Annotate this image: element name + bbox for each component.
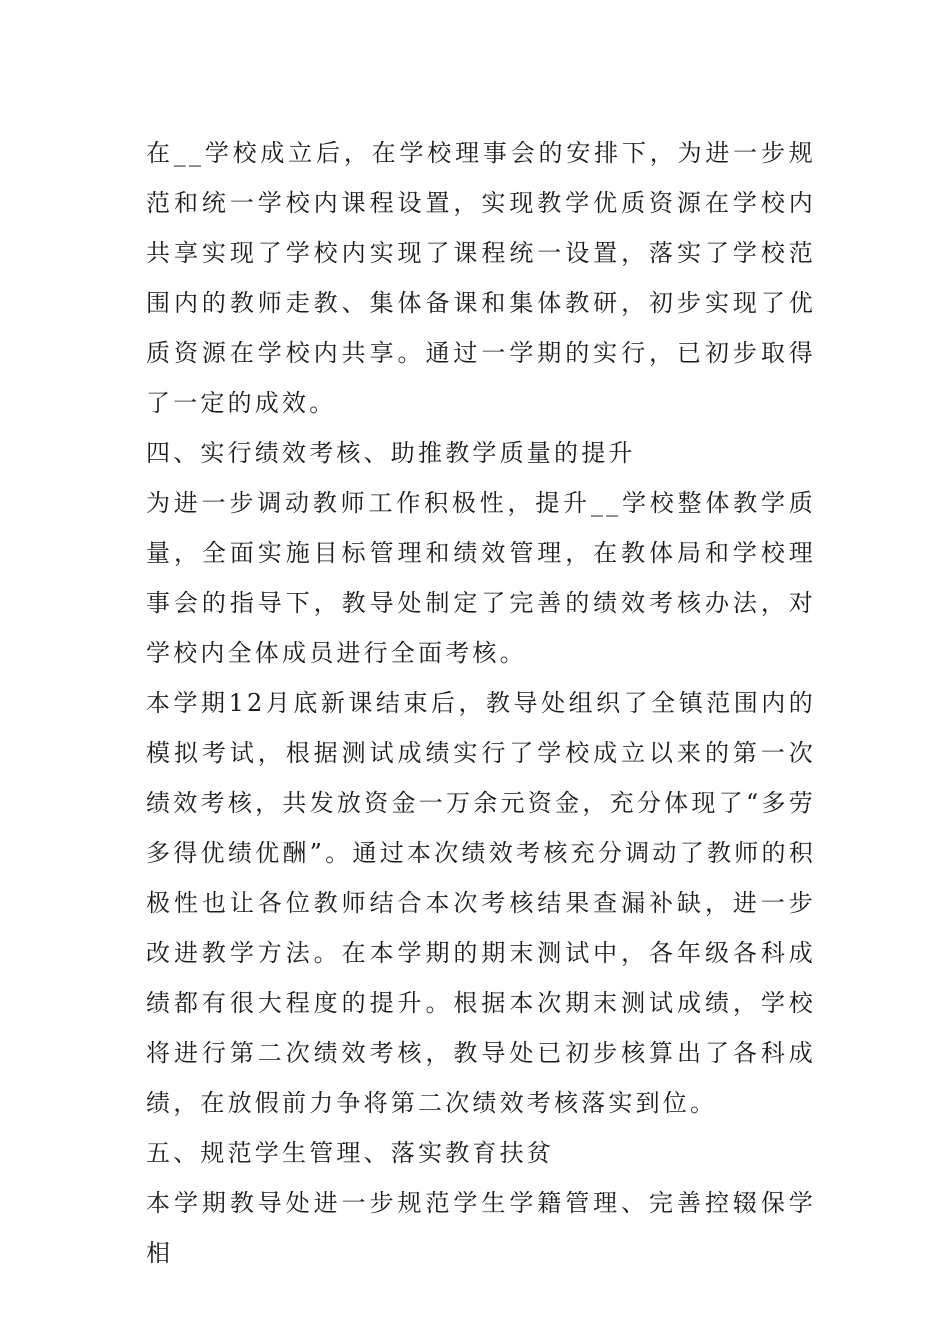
section-heading-performance: 四、实行绩效考核、助推教学质量的提升 [146, 439, 636, 467]
paragraph-performance-goal: 为进一步调动教师工作积极性，提升__学校整体教学质量，全面实施目标管理和绩效管理，在教体局和学校理事会的指导下，教导处制定了完善的绩效考核办法，对学校内全体成员进行全面考核。 [146, 489, 816, 667]
paragraph-student-management: 本学期教导处进一步规范学生学籍管理、完善控辍保学相 [146, 1189, 816, 1267]
paragraph-performance-results: 本学期12月底新课结束后，教导处组织了全镇范围内的模拟考试，根据测试成绩实行了学校成立以来的第一次绩效考核，共发放资金一万余元资金，充分体现了“多劳多得优绩优酬”。通过本次绩效考核充分调动了教师的积极性也让各位教师结合本次考核结果查漏补缺，进一步改进教学方法。在本学期的期末测试中，各年级各科成绩都有很大程度的提升。根据本次期末测试成绩，学校将进行第二次绩效考核，教导处已初步核算出了各科成绩，在放假前力争将第二次绩效考核落实到位。 [146, 689, 816, 1117]
document-body [146, 128, 816, 1278]
section-heading-student-management: 五、规范学生管理、落实教育扶贫 [146, 1139, 554, 1167]
paragraph-school-established: 在__学校成立后，在学校理事会的安排下，为进一步规范和统一学校内课程设置，实现教学优质资源在学校内共享实现了学校内实现了课程统一设置，落实了学校范围内的教师走教、集体备课和集体教研，初步实现了优质资源在学校内共享。通过一学期的实行，已初步取得了一定的成效。 [146, 139, 816, 417]
